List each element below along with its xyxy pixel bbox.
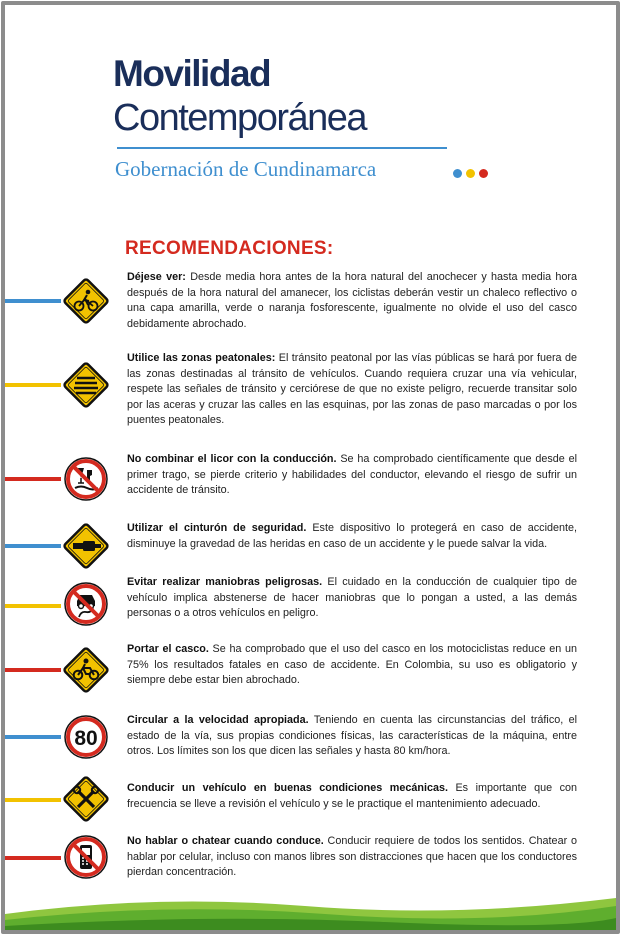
seatbelt-sign-icon <box>59 519 113 573</box>
recommendation-text: Utilizar el cinturón de seguridad. Este dispositivo lo protegerá en caso de accidente, disminuye la gravedad de las heridas en caso de un accidente y le puede salvar la vida. <box>127 522 577 550</box>
title-line2: Contemporánea <box>113 97 367 139</box>
no-drinking-sign-icon <box>59 452 113 506</box>
recommendation-text: Portar el casco. Se ha comprobado que el uso del casco en los motociclistas reduce en un 75% los resultados fatales en caso de accidente. En Colombia, su uso es obligatorio y siempre debe estar bien abrochado. <box>127 643 578 687</box>
dot-yellow <box>466 169 475 178</box>
color-stripe <box>5 604 61 608</box>
color-stripe <box>5 544 61 548</box>
poster <box>1 1 620 934</box>
recommendation-text: Circular a la velocidad apropiada. Teniendo en cuenta las circunstancias del tráfico, el estado de la vía, sus propias condiciones físicas, las características de la máquina, entre otros. Los límites son los que dicen las señales y hasta 80 km/hora. <box>127 714 577 758</box>
subtitle: Gobernación de Cundinamarca <box>115 157 377 181</box>
recommendation-text: Evitar realizar maniobras peligrosas. El cuidado en la conducción de cualquier tipo de vehículo implica abstenerse de hacer maniobras que lo pongan a usted, a las demás personas o a otros vehículos en peligro. <box>127 576 578 620</box>
recommendation-text: No hablar o chatear cuando conduce. Conducir requiere de todos los sentidos. Chatear o hablar por celular, incluso con manos libres son distracciones que hacen que los conductores pierdan concentración. <box>127 835 577 879</box>
color-stripe <box>5 798 61 802</box>
no-phone-sign-icon <box>59 830 113 884</box>
color-stripe <box>5 383 61 387</box>
title-line1: Movilidad <box>113 53 271 94</box>
color-stripe <box>5 477 61 481</box>
section-heading: RECOMENDACIONES: <box>125 238 334 259</box>
mechanic-tools-sign-icon <box>59 772 113 826</box>
title-rule <box>117 147 447 149</box>
speed-limit-text: 80 <box>74 727 98 750</box>
no-dangerous-maneuvers-sign-icon <box>59 577 113 631</box>
color-stripe <box>5 735 61 739</box>
brand-dots <box>453 169 488 178</box>
recommendation-text: Déjese ver: Desde media hora antes de la hora natural del anochecer y hasta media hora después de la hora natural del amanecer, los ciclistas deberán vestir un chaleco reflectivo o una capa amarilla, verde o naranja fosforescente, igualmente no olvide el uso del casco debidamente abrochado. <box>127 271 578 330</box>
recommendation-text: No combinar el licor con la conducción. Se ha comprobado científicamente que desde el primer trago, se pierde criterio y habilidades del conductor, elevando el riesgo de sufrir un accidente de tránsito. <box>127 453 577 497</box>
recommendation-text: Conducir un vehículo en buenas condiciones mecánicas. Es importante que con frecuencia se lleve a revisión el vehículo y se le practique el mantenimiento adecuado. <box>127 782 577 810</box>
color-stripe <box>5 668 61 672</box>
recommendation-text: Utilice las zonas peatonales: El tránsito peatonal por las vías públicas se hará por fuera de las zonas destinadas al tránsito de vehículos. Cuando requiera cruzar una vía vehicular, respete las señales de tránsito y cerciórese de que no existe peligro, recuerde transitar solo por las aceras y cruzar las calles en las esquinas, por las zonas de paso marcadas o por los puentes peatonales. <box>127 352 577 427</box>
speed-limit-sign-icon <box>59 710 113 764</box>
color-stripe <box>5 856 61 860</box>
dot-red <box>479 169 488 178</box>
grass-wave <box>5 884 616 930</box>
color-stripe <box>5 299 61 303</box>
motorcycle-helmet-sign-icon <box>59 643 113 697</box>
cyclist-sign-icon <box>59 274 113 328</box>
dot-blue <box>453 169 462 178</box>
pedestrian-crossing-sign-icon <box>59 358 113 412</box>
